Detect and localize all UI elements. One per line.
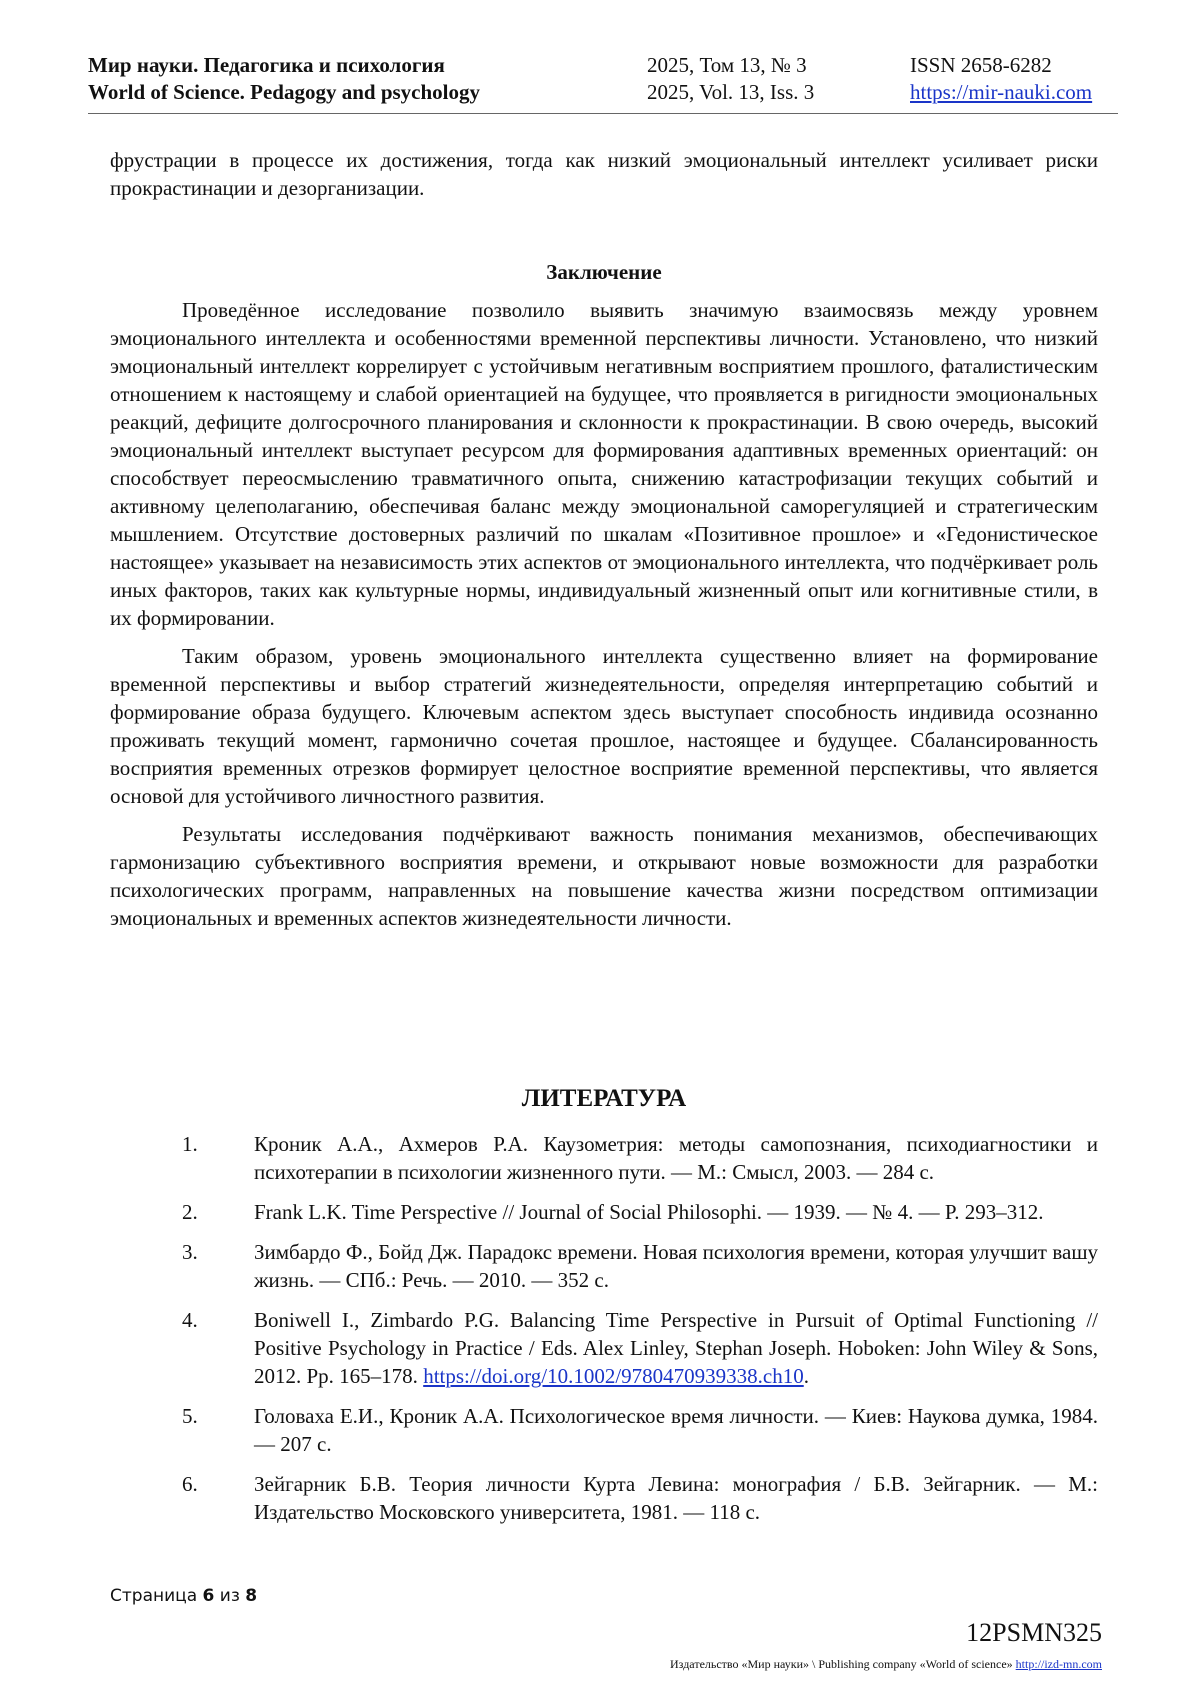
reference-text: Frank L.K. Time Perspective // Journal of Social Philosophi. — 1939. — № 4. — P. 293–312. (254, 1200, 1044, 1224)
reference-item (110, 1402, 1098, 1458)
reference-text: Зейгарник Б.В. Теория личности Курта Левина: монография / Б.В. Зейгарник. — М.: Издательство Московского университета, 1981. — 118 с. (254, 1472, 1098, 1524)
page-number (110, 1586, 257, 1606)
issn-block (910, 52, 1092, 106)
intro-paragraph: фрустрации в процессе их достижения, тогда как низкий эмоциональный интеллект усиливает риски прокрастинации и дезорганизации. (110, 148, 1098, 200)
issn: ISSN 2658-6282 (910, 53, 1052, 77)
article-code: 12PSMN325 (966, 1618, 1102, 1647)
page-header (88, 52, 1118, 112)
journal-title (88, 52, 480, 106)
page-label: Страница (110, 1586, 198, 1606)
publisher-name: Издательство «Мир науки» \ Publishing company «World of science» (670, 1657, 1013, 1671)
reference-number: 2. (182, 1200, 198, 1224)
issue-en: 2025, Vol. 13, Iss. 3 (647, 80, 815, 104)
paragraph-2: Таким образом, уровень эмоционального интеллекта существенно влияет на формирование временной перспективы и выбор стратегий жизнедеятельности, определяя интерпретацию событий и формирование образа будущего. Ключевым аспектом здесь выступает способность индивида осознанно проживать текущий момент, гармонично сочетая прошлое, настоящее и будущее. Сбалансированность восприятия временных отрезков формирует целостное восприятие временной перспективы, что является основой для устойчивого личностного развития. (110, 644, 1098, 808)
reference-item (110, 1470, 1098, 1526)
journal-title-ru: Мир науки. Педагогика и психология (88, 53, 445, 77)
publisher-link[interactable]: http://izd-mn.com (1015, 1657, 1102, 1671)
reference-text-tail: . (803, 1364, 809, 1388)
reference-number: 6. (182, 1472, 198, 1496)
reference-item (110, 1306, 1098, 1390)
literature-title: ЛИТЕРАТУРА (521, 1085, 687, 1112)
reference-text (254, 1306, 1098, 1390)
paragraph-3: Результаты исследования подчёркивают важность понимания механизмов, обеспечивающих гармонизацию субъективного восприятия времени, и открывают новые возможности для разработки психологических программ, направленных на повышение качества жизни посредством оптимизации эмоциональных и временных аспектов жизнедеятельности личности. (110, 822, 1098, 930)
reference-number: 4. (182, 1308, 198, 1332)
reference-number: 1. (182, 1132, 198, 1156)
issue-info (647, 52, 814, 106)
website-link[interactable]: https://mir-nauki.com (910, 80, 1093, 104)
reference-list (110, 1130, 1098, 1538)
reference-item (110, 1198, 1098, 1226)
reference-text: Зимбардо Ф., Бойд Дж. Парадокс времени. Новая психология времени, которая улучшит вашу жизнь. — СПб.: Речь. — 2010. — 352 с. (254, 1240, 1098, 1292)
reference-text: Головаха Е.И., Кроник А.А. Психологическое время личности. — Киев: Наукова думка, 1984. — 207 с. (254, 1404, 1098, 1456)
reference-item (110, 1130, 1098, 1186)
doi-link[interactable]: https://doi.org/10.1002/9780470939338.ch10 (423, 1364, 804, 1388)
page-current: 6 (202, 1586, 215, 1606)
paragraph-1: Проведённое исследование позволило выявить значимую взаимосвязь между уровнем эмоционального интеллекта и особенностями временной перспективы личности. Установлено, что низкий эмоциональный интеллект коррелирует с устойчивым негативным восприятием прошлого, фаталистическим отношением к настоящему и слабой ориентацией на будущее, что проявляется в ригидности эмоциональных реакций, дефиците долгосрочного планирования и склонности к прокрастинации. В свою очередь, высокий эмоциональный интеллект выступает ресурсом для формирования адаптивных временных ориентаций: он способствует переосмыслению травматичного опыта, снижению катастрофизации текущих событий и активному целеполаганию, обеспечивая баланс между эмоциональной саморегуляцией и стратегическим мышлением. Отсутствие достоверных различий по шкалам «Позитивное прошлое» и «Гедонистическое настоящее» указывает на независимость этих аспектов от эмоционального интеллекта, что подчёркивает роль иных факторов, таких как культурные нормы, индивидуальный жизненный опыт или когнитивные стили, в их формировании. (110, 298, 1098, 630)
header-divider (88, 113, 1118, 114)
page-total: 8 (245, 1586, 258, 1606)
section-title: Заключение (546, 260, 662, 284)
reference-number: 3. (182, 1240, 198, 1264)
reference-text-main: Boniwell I., Zimbardo P.G. Balancing Time Perspective in Pursuit of Optimal Functioning // Positive Psychology in Practice / Eds. Alex Linley, Stephan Joseph. Hoboken: John Wiley & Sons, 2012. Pp. 165–178. (254, 1308, 1098, 1388)
issue-ru: 2025, Том 13, № 3 (647, 53, 807, 77)
journal-title-en: World of Science. Pedagogy and psychology (88, 80, 481, 104)
page-of: из (219, 1586, 240, 1606)
reference-item (110, 1238, 1098, 1294)
publisher-footer (670, 1657, 1102, 1672)
reference-number: 5. (182, 1404, 198, 1428)
article-body (110, 146, 1098, 932)
reference-text: Кроник А.А., Ахмеров Р.А. Каузометрия: методы самопознания, психодиагностики и психотерапии в психологии жизненного пути. — М.: Смысл, 2003. — 284 с. (254, 1132, 1098, 1184)
